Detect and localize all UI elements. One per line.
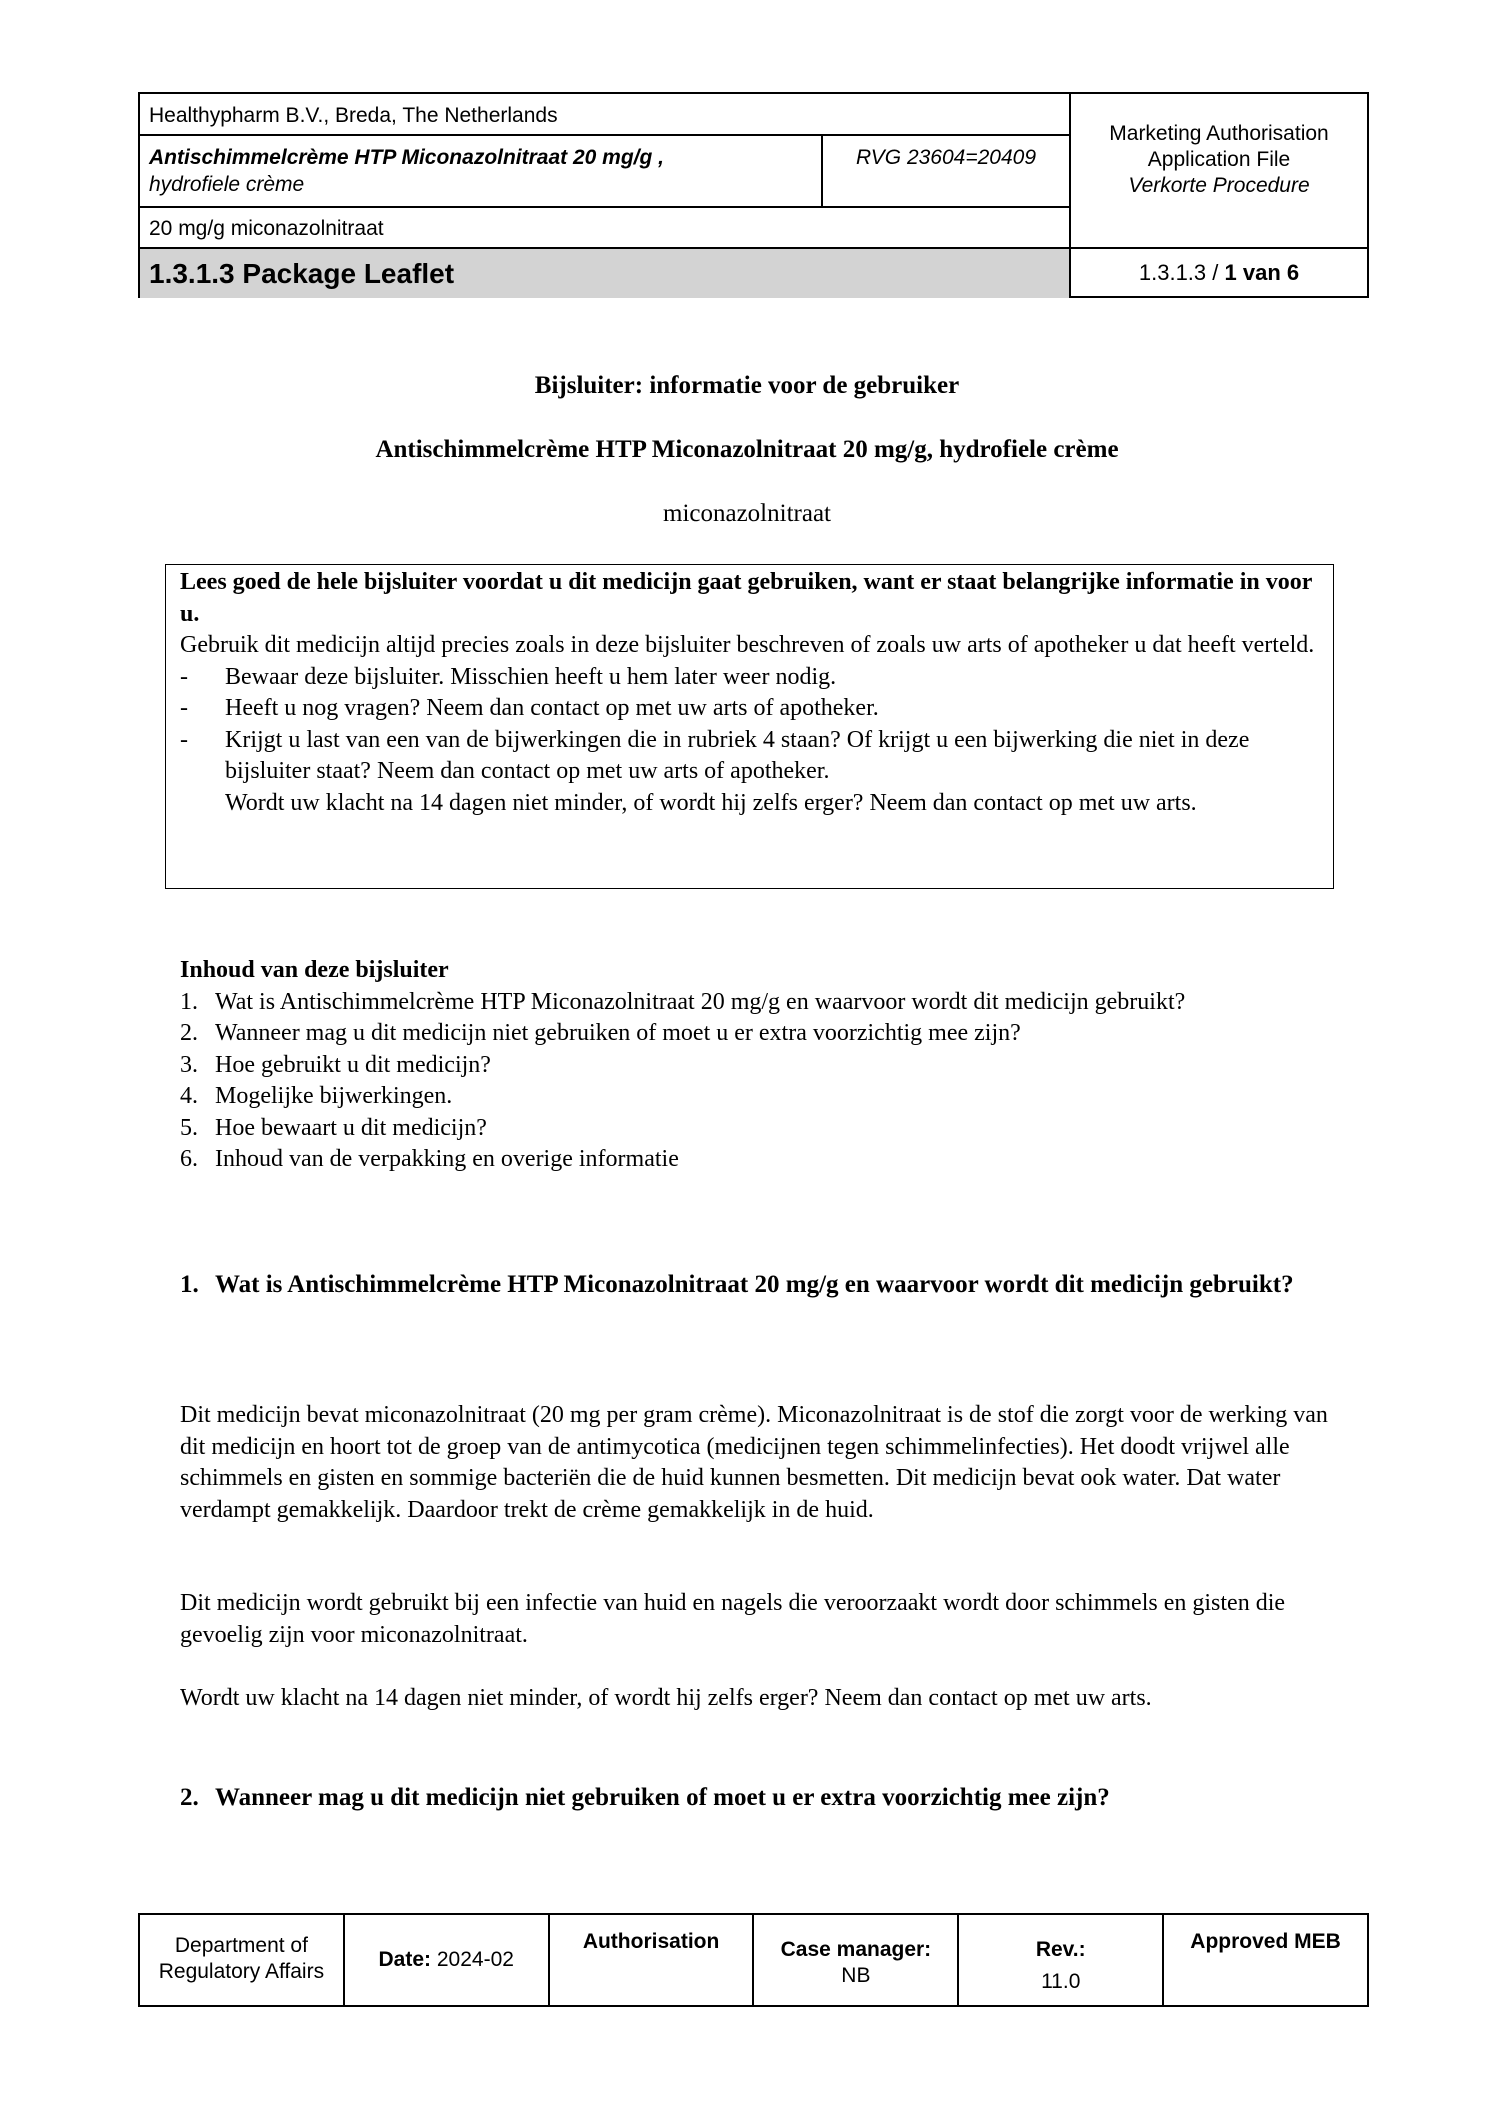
section-number: 1. (180, 1271, 199, 1298)
substance-title: miconazolnitraat (663, 500, 831, 527)
section-2-heading (180, 1781, 1350, 1814)
case-manager-label: Case manager: (780, 1938, 932, 1961)
bullet-marker: - (180, 726, 188, 753)
toc-text: Hoe bewaart u dit medicijn? (215, 1114, 487, 1141)
file-type-line: Marketing Authorisation (1109, 122, 1329, 145)
toc-heading: Inhoud van deze bijsluiter (180, 957, 449, 983)
document-header (138, 92, 1369, 298)
authorisation-label: Authorisation (582, 1930, 720, 1953)
footer-department (140, 1915, 345, 2005)
toc-text: Wanneer mag u dit medicijn niet gebruiken of moet u er extra voorzichtig mee zijn? (215, 1020, 1021, 1046)
bullet-text: Krijgt u last van een van de bijwerkingen die in rubriek 4 staan? Of krijgt u een bijwerking die niet in deze bijsluiter staat? Neem dan contact op met uw arts of apotheker. (225, 726, 1250, 784)
toc-text: Inhoud van de verpakking en overige informatie (215, 1146, 679, 1172)
footer-approved (1164, 1915, 1367, 2005)
rev-value: 11.0 (1041, 1970, 1081, 1993)
page-indicator (1071, 258, 1367, 288)
toc-number: 2. (180, 1020, 198, 1046)
bullet-text: Heeft u nog vragen? Neem dan contact op met uw arts of apotheker. (225, 695, 879, 721)
toc-item (180, 1081, 1330, 1113)
toc-item (180, 1050, 1330, 1082)
section-number: 2. (180, 1784, 199, 1811)
extra-text: Wordt uw klacht na 14 dagen niet minder, of wordt hij zelfs erger? Neem dan contact op met uw arts. (225, 789, 1197, 816)
footer-authorisation (550, 1915, 755, 2005)
strength-label: 20 mg/g miconazolnitraat (149, 217, 384, 240)
footer-date (345, 1915, 550, 2005)
file-type (1071, 121, 1367, 199)
table-of-contents (180, 955, 1330, 1176)
page-number: 1 van 6 (1224, 260, 1300, 285)
box-heading: Lees goed de hele bijsluiter voordat u dit medicijn gaat gebruiken, want er staat belangrijke informatie in voor u. (180, 569, 1312, 627)
case-manager-value: NB (841, 1964, 871, 1987)
date-label: Date: (378, 1948, 432, 1971)
read-carefully-box (165, 564, 1334, 889)
section-1-paragraph: Dit medicijn wordt gebruikt bij een infectie van huid en nagels die veroorzaakt wordt door schimmels en gisten die gevoelig zijn voor miconazolnitraat. (180, 1590, 1286, 1648)
header-divider (140, 206, 1071, 208)
section-title-text: Wanneer mag u dit medicijn niet gebruiken of moet u er extra voorzichtig mee zijn? (215, 1784, 1110, 1811)
section-title: 1.3.1.3 Package Leaflet (149, 258, 455, 289)
date-value: 2024-02 (436, 1948, 514, 1971)
toc-number: 6. (180, 1146, 198, 1172)
toc-item (180, 1144, 1330, 1176)
toc-item (180, 1113, 1330, 1145)
rev-label: Rev.: (1035, 1938, 1086, 1961)
bullet-marker: - (180, 663, 188, 690)
page-prefix: 1.3.1.3 / (1138, 260, 1225, 285)
toc-number: 4. (180, 1083, 198, 1109)
toc-text: Hoe gebruikt u dit medicijn? (215, 1051, 491, 1078)
section-1-paragraph: Dit medicijn bevat miconazolnitraat (20 mg per gram crème). Miconazolnitraat is de stof die zorgt voor de werking van dit medicijn en hoort tot de groep van de antimycotica (medicijnen tegen schimmelinfecties). Het doodt vrijwel alle schimmels en gisten en sommige bacteriën die de huid kunnen besmetten. Dit medicijn bevat ook water. Dat water verdampt gemakkelijk. Daardoor trekt de crème gemakkelijk in de huid. (180, 1402, 1328, 1523)
toc-item (180, 1018, 1330, 1050)
section-title-text: Wat is Antischimmelcrème HTP Miconazolnitraat 20 mg/g en waarvoor wordt dit medicijn gebruikt? (215, 1271, 1294, 1298)
product-name: Antischimmelcrème HTP Miconazolnitraat 20 mg/g , (149, 146, 665, 169)
box-bullet (180, 693, 1319, 725)
section-1-heading (180, 1268, 1350, 1301)
footer-case-manager (754, 1915, 959, 2005)
toc-number: 1. (180, 988, 198, 1015)
bullet-text: Bewaar deze bijsluiter. Misschien heeft u hem later weer nodig. (225, 663, 837, 690)
section-1-paragraph: Wordt uw klacht na 14 dagen niet minder, of wordt hij zelfs erger? Neem dan contact op met uw arts. (180, 1685, 1152, 1711)
file-type-line: Verkorte Procedure (1128, 174, 1310, 197)
rvg-number: RVG 23604=20409 (855, 146, 1037, 169)
document-footer (138, 1913, 1369, 2007)
box-bullet (180, 662, 1319, 694)
product-title: Antischimmelcrème HTP Miconazolnitraat 20 mg/g, hydrofiele crème (375, 436, 1119, 463)
toc-number: 3. (180, 1051, 198, 1078)
toc-number: 5. (180, 1114, 198, 1141)
footer-revision (959, 1915, 1164, 2005)
company-name: Healthypharm B.V., Breda, The Netherlands (149, 104, 558, 127)
toc-text: Mogelijke bijwerkingen. (215, 1083, 453, 1109)
leaflet-title: Bijsluiter: informatie voor de gebruiker (534, 372, 960, 399)
toc-item (180, 987, 1330, 1019)
bullet-marker: - (180, 695, 188, 721)
product-form: hydrofiele crème (149, 173, 305, 196)
department-line: Department of (174, 1934, 308, 1957)
approved-label: Approved MEB (1190, 1930, 1341, 1953)
department-line: Regulatory Affairs (158, 1960, 325, 1983)
box-intro: Gebruik dit medicijn altijd precies zoals in deze bijsluiter beschreven of zoals uw arts of apotheker u dat heeft verteld. (180, 632, 1315, 658)
file-type-line: Application File (1147, 148, 1291, 171)
box-bullet (180, 725, 1319, 788)
header-divider (140, 134, 1071, 136)
box-extra (180, 788, 1319, 820)
toc-text: Wat is Antischimmelcrème HTP Miconazolnitraat 20 mg/g en waarvoor wordt dit medicijn gebruikt? (215, 988, 1186, 1015)
